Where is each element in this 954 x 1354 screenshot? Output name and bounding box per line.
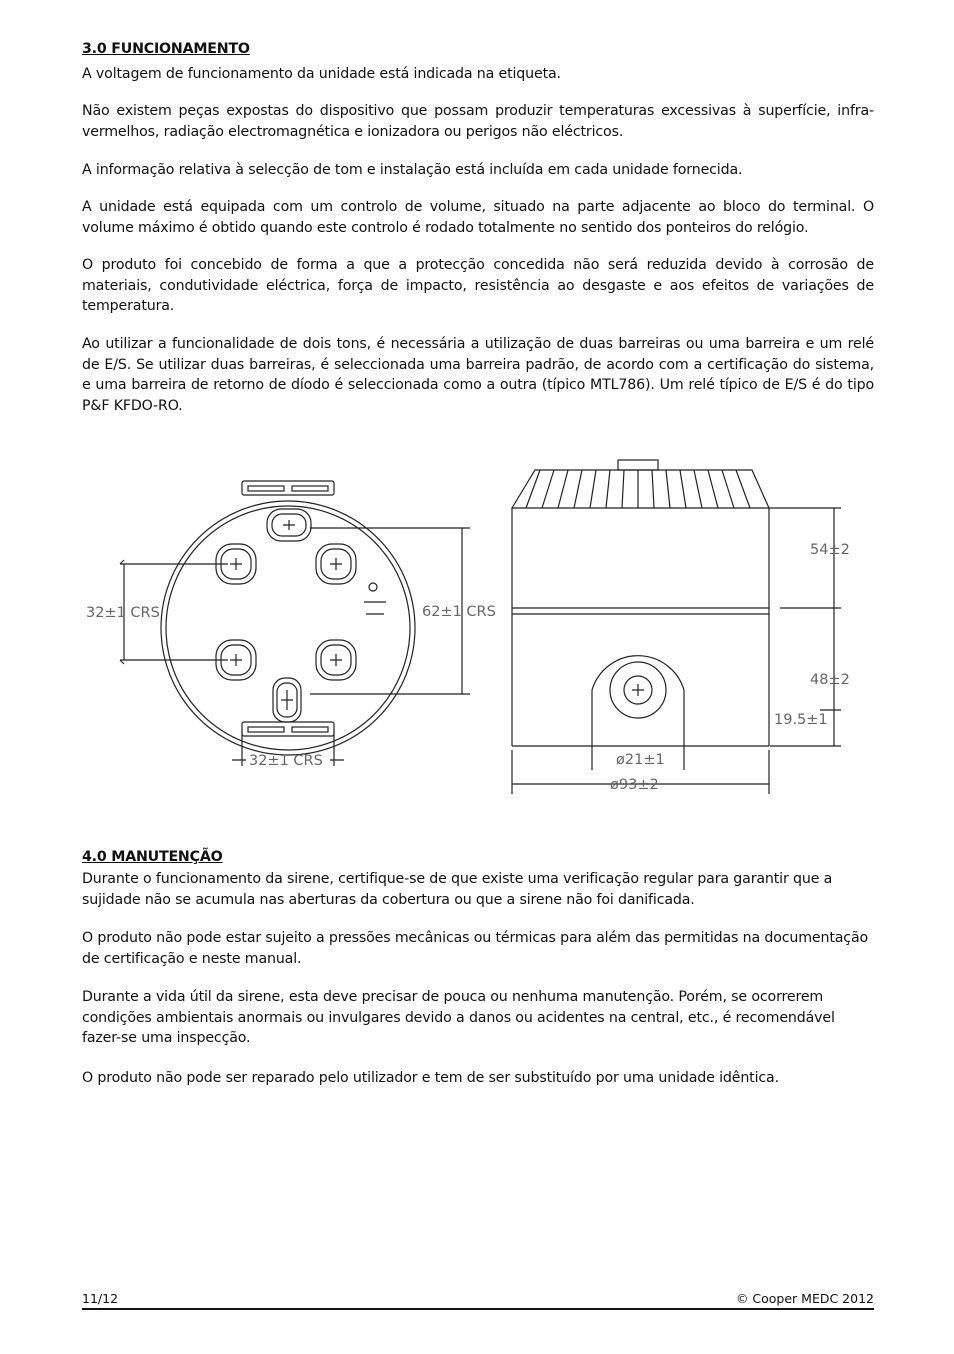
- section-3-paragraph-2: Não existem peças expostas do dispositivo que possam produzir temperaturas excessivas à superfície, infra-vermelhos, radiação electromagnética e ionizadora ou perigos não eléctricos.: [82, 103, 874, 140]
- section-3-paragraph-5: O produto foi concebido de forma a que a protecção concedida não será reduzida devido à corrosão de materiais, condutividade eléctrica, força de impacto, resistência ao desgaste e aos efeitos de variações de temperatura.: [82, 257, 874, 315]
- dim-93: ø93±2: [610, 777, 659, 793]
- section-3-paragraph-3: A informação relativa à selecção de tom e instalação está incluída em cada unidade fornecida.: [82, 162, 743, 178]
- section-4-paragraph-1: Durante o funcionamento da sirene, certifique-se de que existe uma verificação regular para garantir que a sujidade não se acumula nas aberturas da cobertura ou que a sirene não foi danificada.: [82, 871, 833, 908]
- section-3-heading: 3.0 FUNCIONAMENTO: [82, 41, 250, 57]
- footer-divider: [82, 1308, 874, 1310]
- section-3-paragraph-4: A unidade está equipada com um controlo de volume, situado na parte adjacente ao bloco do terminal. O volume máximo é obtido quando este controlo é rodado totalmente no sentido dos ponteiros do relógio.: [82, 199, 874, 236]
- section-4-paragraph-3: Durante a vida útil da sirene, esta deve precisar de pouca ou nenhuma manutenção. Porém, se ocorrerem condições ambientais anormais ou invulgares devido a danos ou acidentes na central, etc., é recomendável fazer-se uma inspecção.: [82, 989, 835, 1047]
- dim-21: ø21±1: [616, 752, 665, 768]
- page-number: 11/12: [82, 1291, 119, 1306]
- dim-32-crs-left: 32±1 CRS: [86, 605, 160, 621]
- copyright: © Cooper MEDC 2012: [735, 1291, 874, 1306]
- dim-48: 48±2: [810, 672, 850, 688]
- section-4-paragraph-4: O produto não pode ser reparado pelo utilizador e tem de ser substituído por uma unidade idêntica.: [82, 1070, 779, 1086]
- section-3-paragraph-1: A voltagem de funcionamento da unidade está indicada na etiqueta.: [82, 66, 561, 82]
- dim-32-crs-bottom: 32±1 CRS: [249, 753, 323, 769]
- section-3-paragraph-6: Ao utilizar a funcionalidade de dois tons, é necessária a utilização de duas barreiras ou uma barreira e um relé de E/S. Se utilizar duas barreiras, é seleccionada uma barreira padrão, de acordo com a certificação do sistema, e uma barreira de retorno de díodo é seleccionada como a outra (típico MTL786). Um relé típico de E/S é do tipo P&F KFDO-RO.: [82, 336, 874, 415]
- dimension-drawing: [80, 450, 880, 810]
- dim-19-5: 19.5±1: [774, 712, 828, 728]
- section-4-heading: 4.0 MANUTENÇÃO: [82, 849, 223, 865]
- dim-62-crs: 62±1 CRS: [422, 604, 496, 620]
- section-4-paragraph-2: O produto não pode estar sujeito a pressões mecânicas ou térmicas para além das permitidas na documentação de certificação e neste manual.: [82, 930, 869, 967]
- dim-54: 54±2: [810, 542, 850, 558]
